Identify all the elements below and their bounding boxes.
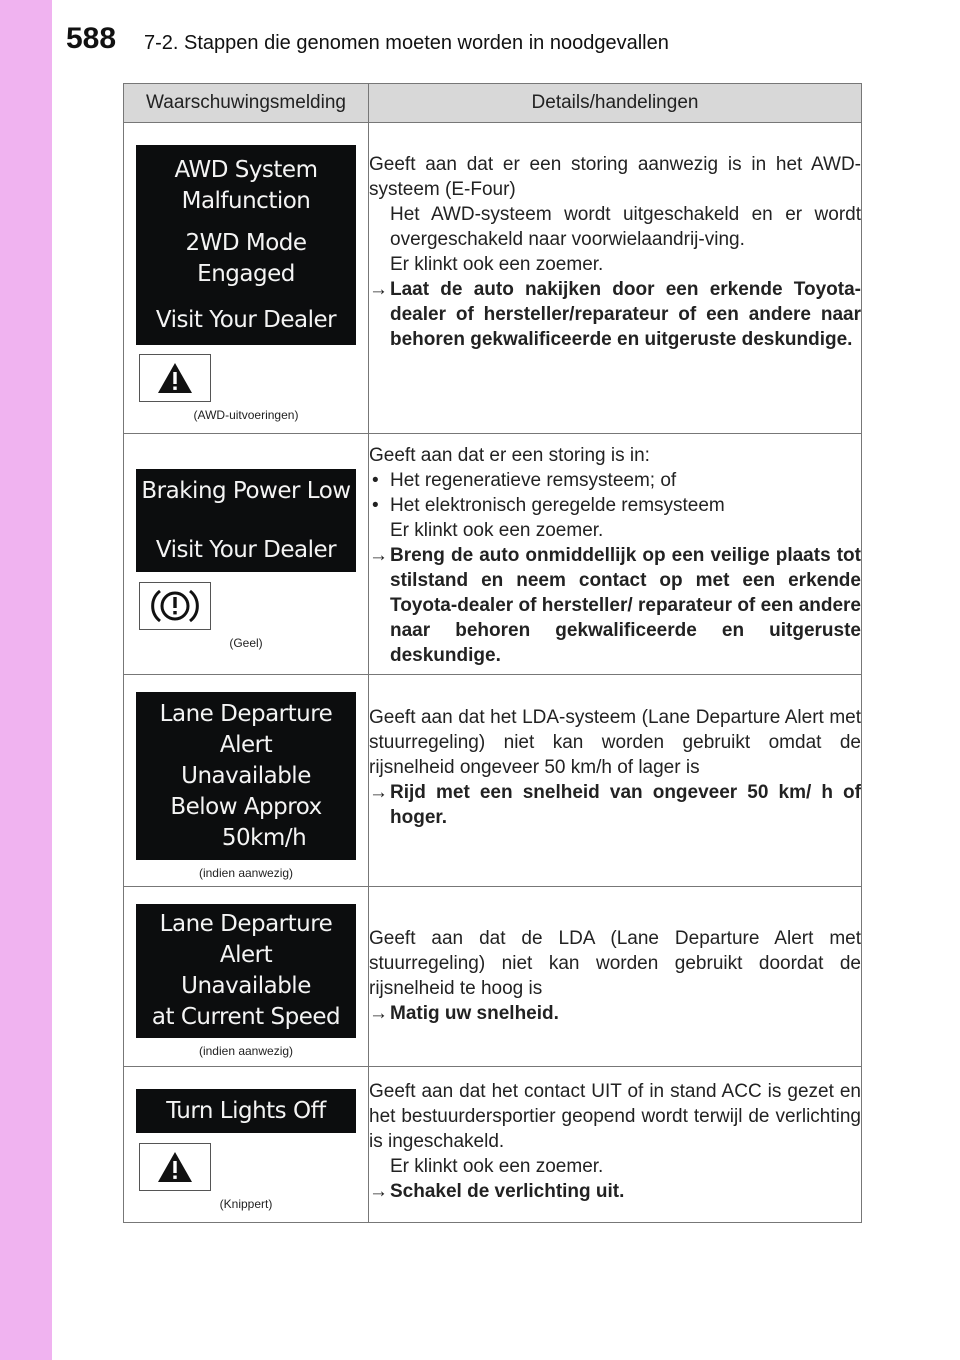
warning-light-box [139, 582, 211, 630]
action-text: Matig uw snelheid. [390, 1003, 559, 1024]
display-screen [136, 692, 356, 860]
display-line: Unavailable [181, 973, 311, 999]
action-item [369, 1001, 861, 1026]
warning-cell [124, 123, 369, 434]
display-line: Below Approx [170, 793, 322, 820]
detail-intro: Geeft aan dat het contact UIT of in stand ACC is gezet en het bestuurdersportier geopend wordt terwijl de verlichting is ingeschakeld. [369, 1081, 861, 1152]
arrow-icon: → [369, 782, 388, 803]
warning-message-table [123, 83, 862, 1223]
display-screen [136, 1089, 356, 1133]
bullet-icon: • [372, 495, 379, 516]
display-line: Engaged [197, 260, 295, 287]
col-header-details: Details/handelingen [369, 84, 862, 123]
detail-note: Er klinkt ook een zoemer. [390, 520, 604, 541]
table-row [124, 1067, 862, 1223]
display-line: 2WD Mode [185, 229, 307, 256]
display-line: Alert [219, 731, 273, 758]
table-row [124, 675, 862, 887]
action-item [369, 543, 861, 668]
display-line: Lane Departure [159, 911, 333, 937]
warning-cell [124, 434, 369, 675]
table-row [124, 887, 862, 1067]
display-line: Visit Your Dealer [155, 306, 337, 333]
brake-warning-icon [151, 587, 199, 625]
section-title: 7-2. Stappen die genomen moeten worden in noodgevallen [144, 32, 669, 54]
arrow-icon: → [369, 1181, 388, 1202]
icon-caption: (indien aanwezig) [198, 1044, 294, 1058]
display-line: Braking Power Low [141, 477, 351, 504]
details-cell [369, 434, 862, 675]
warning-light-box [139, 354, 211, 402]
display-line: Malfunction [181, 187, 311, 214]
details-cell [369, 887, 862, 1067]
action-text: Rijd met een snelheid van ongeveer 50 km/ h of hoger. [390, 782, 861, 828]
icon-caption: (Knippert) [219, 1197, 273, 1211]
detail-note: Het AWD-systeem wordt uitgeschakeld en er wordt overgeschakeld naar voorwielaandrij-ving. [390, 204, 861, 250]
detail-note: Er klinkt ook een zoemer. [390, 1156, 604, 1177]
detail-intro: Geeft aan dat de LDA (Lane Departure Alert met stuurregeling) niet kan worden gebruikt doordat de rijsnelheid te hoog is [369, 928, 861, 999]
action-item [369, 277, 861, 352]
bullet-text: Het elektronisch geregelde remsysteem [390, 495, 725, 516]
bullet-item [369, 493, 861, 518]
table-header-row [124, 84, 862, 123]
display-screen [136, 904, 356, 1038]
action-text: Laat de auto nakijken door een erkende Toyota-dealer of hersteller/reparateur of een andere naar behoren gekwalificeerde en uitgeruste deskundige. [390, 279, 861, 350]
details-cell [369, 1067, 862, 1223]
warning-cell [124, 1067, 369, 1223]
bullet-icon: • [372, 470, 379, 491]
arrow-icon: → [369, 279, 388, 300]
icon-caption: (Geel) [229, 636, 263, 650]
action-text: Schakel de verlichting uit. [390, 1181, 625, 1202]
icon-caption: (AWD-uitvoeringen) [193, 408, 299, 422]
col-header-warning: Waarschuwingsmelding [124, 84, 369, 123]
display-line: at Current Speed [151, 1004, 341, 1030]
display-line: AWD System [174, 156, 318, 183]
detail-intro: Geeft aan dat er een storing aanwezig is in het AWD-systeem (E-Four) [369, 154, 861, 200]
detail-note: Er klinkt ook een zoemer. [390, 254, 604, 275]
display-screen [136, 145, 356, 345]
arrow-icon: → [369, 545, 388, 566]
warning-triangle-icon [156, 1150, 194, 1184]
warning-cell [124, 887, 369, 1067]
action-text: Breng de auto onmiddellijk op een veilige plaats tot stilstand en neem contact op met een erkende Toyota-dealer of hersteller/ reparateur of een andere naar behoren gekwalificeerde en uitgeruste deskundige. [390, 545, 861, 666]
detail-intro: Geeft aan dat er een storing is in: [369, 445, 650, 466]
display-screen [136, 469, 356, 572]
bullet-text: Het regeneratieve remsysteem; of [390, 470, 677, 491]
icon-caption: (indien aanwezig) [198, 866, 294, 880]
action-item [369, 1179, 861, 1204]
table-row [124, 434, 862, 675]
display-line: 50km/h [221, 824, 307, 851]
display-line: Turn Lights Off [166, 1097, 326, 1124]
warning-light-box [139, 1143, 211, 1191]
display-line: Visit Your Dealer [155, 536, 337, 563]
warning-triangle-icon [156, 361, 194, 395]
table-row [124, 123, 862, 434]
detail-intro: Geeft aan dat het LDA-systeem (Lane Departure Alert met stuurregeling) niet kan worden gebruikt omdat de rijsnelheid ongeveer 50 km/h of lager is [369, 707, 861, 778]
page-number: 588 [66, 22, 117, 55]
side-color-band [0, 0, 52, 1360]
display-line: Alert [219, 942, 273, 968]
arrow-icon: → [369, 1003, 388, 1024]
action-item [369, 780, 861, 830]
warning-cell [124, 675, 369, 887]
details-cell [369, 123, 862, 434]
display-line: Unavailable [181, 762, 311, 789]
display-line: Lane Departure [159, 700, 333, 727]
bullet-item [369, 468, 861, 493]
details-cell [369, 675, 862, 887]
